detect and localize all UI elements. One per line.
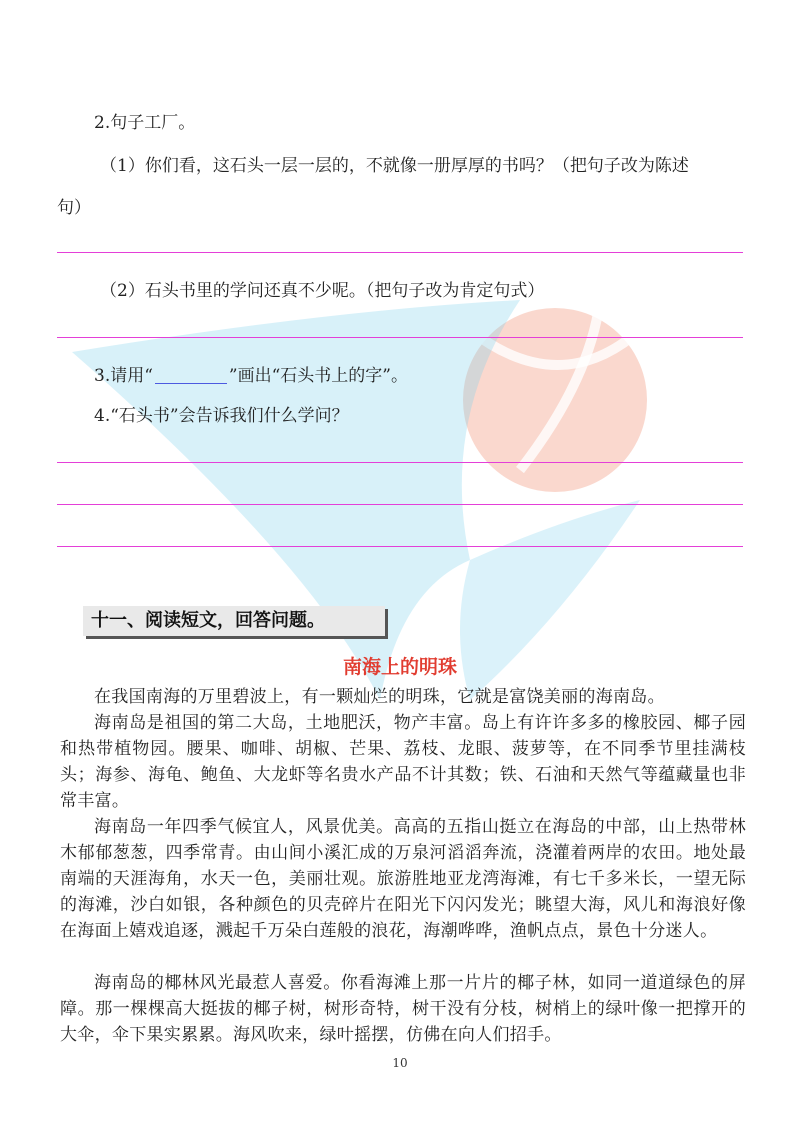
- watermark-wing: [72, 300, 520, 700]
- section-heading: 十一、阅读短文，回答问题。: [83, 606, 385, 636]
- answer-line[interactable]: [57, 546, 743, 547]
- passage-paragraph: 在我国南海的万里碧波上，有一颗灿烂的明珠，它就是富饶美丽的海南岛。: [94, 687, 665, 707]
- passage-paragraph: 海南岛一年四季气候宜人，风景优美。高高的五指山挺立在海岛的中部，山上热带林木郁郁葱葱，四季常青。由山间小溪汇成的万泉河滔滔奔流，浇灌着两岸的农田。地处最南端的天涯海角，水天一色，美丽壮观。旅游胜地亚龙湾海滩，有七千多米长，一望无际的海滩，沙白如银，各种颜色的贝壳碎片在阳光下闪闪发光；眺望大海，风儿和海浪好像在海面上嬉戏追逐，溅起千万朵白莲般的浪花，海潮哗哗，渔帆点点，景色十分迷人。: [60, 817, 746, 941]
- passage-paragraph: 海南岛的椰林风光最惹人喜爱。你看海滩上那一片片的椰子林，如同一道道绿色的屏障。那一棵棵高大挺拔的椰子树，树形奇特，树干没有分枝，树梢上的绿叶像一把撑开的大伞，伞下果实累累。海风吹来，绿叶摇摆，仿佛在向人们招手。: [60, 973, 746, 1045]
- watermark-circle: [463, 308, 647, 492]
- q2-1-text-cont: 句）: [57, 198, 91, 218]
- page-number: 10: [392, 1056, 408, 1070]
- answer-line[interactable]: [57, 252, 743, 253]
- q2-title: 2.句子工厂。: [94, 113, 196, 133]
- q3-prefix: 3.请用“: [94, 366, 153, 386]
- passage-title: 南海上的明珠: [342, 656, 457, 678]
- watermark-curve: [520, 300, 600, 470]
- watermark-curve: [470, 330, 640, 365]
- q2-2-text: （2）石头书里的学问还真不少呢。（把句子改为肯定句式）: [100, 281, 545, 301]
- answer-line[interactable]: [57, 462, 743, 463]
- q3-suffix: ”画出“石头书上的字”。: [228, 366, 408, 386]
- answer-line[interactable]: [57, 337, 743, 338]
- underline-sample: [155, 366, 227, 384]
- q2-1-text: （1）你们看，这石头一层一层的，不就像一册厚厚的书吗？（把句子改为陈述: [100, 156, 689, 176]
- passage-paragraph: 海南岛是祖国的第二大岛，土地肥沃，物产丰富。岛上有许许多多的橡胶园、椰子园和热带植物园。腰果、咖啡、胡椒、芒果、荔枝、龙眼、菠萝等，在不同季节里挂满枝头；海参、海龟、鲍鱼、大龙虾等名贵水产品不计其数；铁、石油和天然气等蕴藏量也非常丰富。: [60, 713, 746, 811]
- q3-text: [94, 361, 408, 386]
- q4-text: 4.“石头书”会告诉我们什么学问？: [94, 406, 349, 426]
- answer-line[interactable]: [57, 504, 743, 505]
